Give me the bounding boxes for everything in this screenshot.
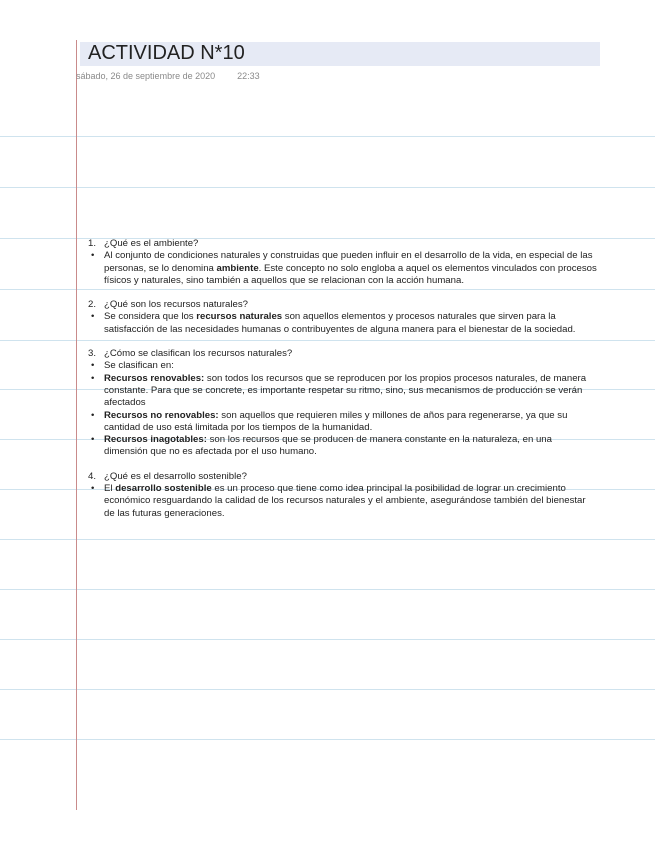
- ruled-line: [0, 136, 655, 137]
- answer-list: [88, 483, 598, 520]
- answer-text: son los recursos que se producen de manera constante en la naturaleza, en una dimensión que no es afectada por el uso humano.: [104, 434, 552, 458]
- question-section-2: [88, 299, 598, 336]
- ruled-line: [0, 639, 655, 640]
- note-content[interactable]: [88, 238, 598, 532]
- answer-text: El: [104, 483, 116, 495]
- margin-line: [76, 40, 77, 810]
- page-dateline: [76, 71, 260, 81]
- ruled-line: [0, 689, 655, 690]
- answer-bold-term: desarrollo sostenible: [115, 483, 212, 495]
- answer-bold-term: Recursos no renovables:: [104, 409, 219, 421]
- answer-text: . Este concepto no solo engloba a aquel os elementos vinculados con procesos físicos y naturales, sino también a aquellos que se relacionan con la acción humana.: [104, 262, 597, 286]
- answer-text: Al conjunto de condiciones naturales y construidas que pueden influir en el desarrollo de la vida, en especial de las personas, se lo denomina: [104, 250, 593, 274]
- answer-item: [88, 360, 598, 372]
- answer-text: son aquellos que requieren miles y millones de años para regenerarse, ya que su cantidad de uso está limitada por los tiempos de la humanidad.: [104, 409, 568, 433]
- answer-item: [88, 311, 598, 336]
- answer-bold-term: Recursos renovables:: [104, 372, 205, 384]
- ruled-line: [0, 187, 655, 188]
- question-text: ¿Qué son los recursos naturales?: [104, 299, 248, 311]
- answer-bold-term: recursos naturales: [196, 311, 283, 323]
- ruled-line: [0, 589, 655, 590]
- question-number: 2.: [88, 299, 97, 311]
- question-heading: [88, 471, 598, 483]
- answer-bold-term: Recursos inagotables:: [104, 434, 207, 446]
- answer-item: [88, 434, 598, 459]
- answer-text: Se considera que los: [104, 311, 197, 323]
- question-section-3: [88, 348, 598, 459]
- answer-list: [88, 360, 598, 458]
- answer-list: [88, 250, 598, 287]
- answer-text: son aquellos elementos y procesos naturales que sirven para la satisfacción de las necesidades humanas o contribuyentes de alguna manera para el bienestar de la sociedad.: [104, 311, 576, 335]
- page-date: sábado, 26 de septiembre de 2020: [76, 71, 216, 81]
- question-section-4: [88, 471, 598, 520]
- question-text: ¿Qué es el desarrollo sostenible?: [104, 470, 247, 482]
- question-heading: [88, 299, 598, 311]
- question-heading: [88, 348, 598, 360]
- question-text: ¿Qué es el ambiente?: [104, 238, 199, 249]
- page-title[interactable]: ACTIVIDAD N*10: [88, 42, 245, 64]
- question-number: 3.: [88, 348, 97, 360]
- question-text: ¿Cómo se clasifican los recursos naturales?: [104, 348, 293, 360]
- answer-text: es un proceso que tiene como idea principal la posibilidad de lograr un crecimiento económico resguardando la calidad de los recursos naturales y el ambiente, asegurándose también del bienestar de las futuras generaciones.: [104, 483, 586, 519]
- question-number: 4.: [88, 470, 97, 482]
- question-heading: [88, 238, 598, 250]
- question-section-1: [88, 238, 598, 287]
- ruled-line: [0, 539, 655, 540]
- answer-item: [88, 373, 598, 410]
- page-time: 22:33: [237, 71, 260, 81]
- ruled-line: [0, 739, 655, 740]
- answer-text: Se clasifican en:: [104, 360, 174, 372]
- question-number: 1.: [88, 238, 97, 249]
- answer-list: [88, 311, 598, 336]
- answer-item: [88, 250, 598, 287]
- answer-text: son todos los recursos que se reproducen por los propios procesos naturales, de manera constante. Para que se concrete, es importante respetar su ritmo, sino, sus mecanismos de producción se verán afectados: [104, 372, 587, 409]
- answer-item: [88, 410, 598, 435]
- answer-item: [88, 483, 598, 520]
- answer-bold-term: ambiente: [216, 262, 259, 274]
